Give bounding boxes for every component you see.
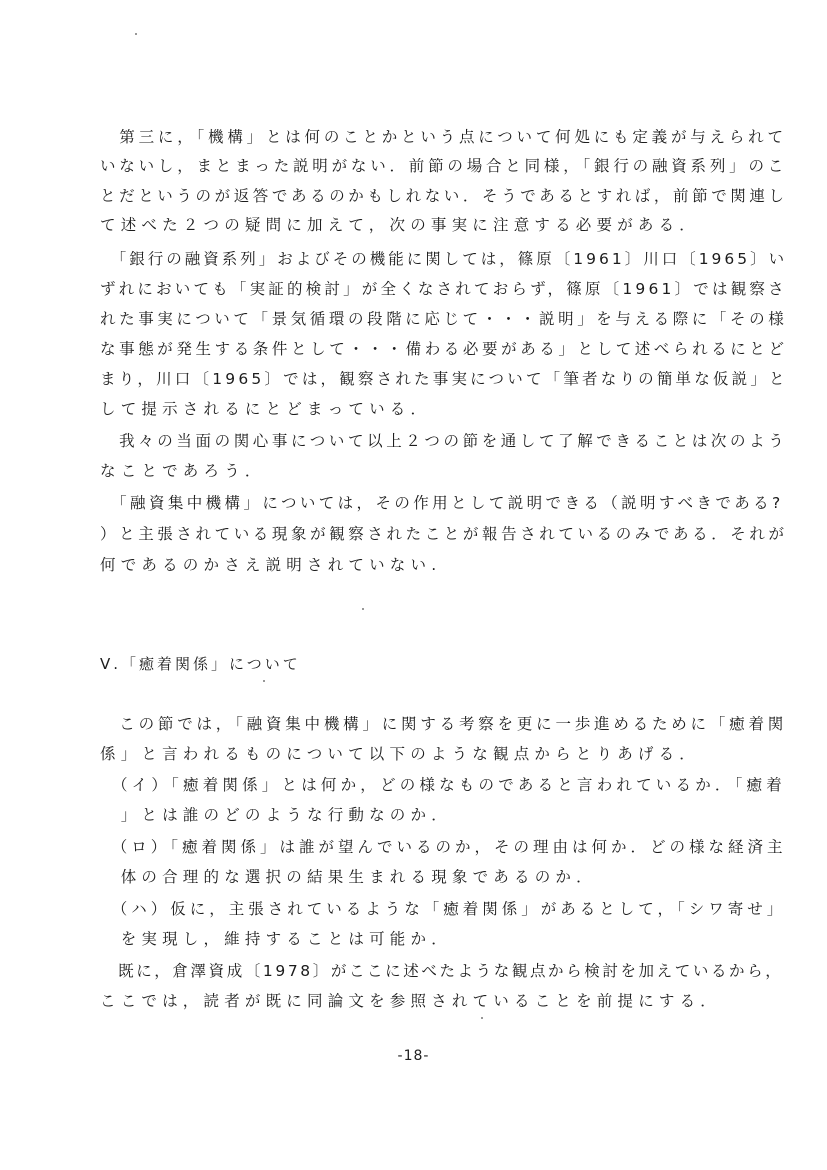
text-line: 係」と言われるものについて以下のような観点からとりあげる．	[100, 745, 700, 763]
text-line: なことであろう．	[100, 462, 266, 480]
scan-speck	[263, 680, 265, 682]
text-line: 「銀行の融資系列」およびその機能に関しては，篠原〔1961〕川口〔1965〕い	[100, 250, 788, 268]
text-line: とだというのが返答であるのかもしれない．そうであるとすれば，前節で関連し	[100, 187, 788, 205]
text-line: して提示されるにとどまっている．	[100, 400, 432, 418]
text-line: 第三に，「機構」とは何のことかという点について何処にも定義が与えられて	[100, 128, 787, 146]
text-line: 既に，倉澤資成〔1978〕がここに述べたような観点から検討を加えているから，	[100, 962, 784, 980]
text-line: ずれにおいても「実証的検討」が全くなされておらず，篠原〔1961〕では観察さ	[100, 280, 787, 298]
text-line: ）と主張されている現象が観察されたことが報告されているのみである．それが	[100, 525, 788, 543]
text-line: （ロ）「癒着関係」は誰が望んでいるのか，その理由は何か．どの様な経済主	[100, 838, 787, 856]
text-line: を実現し，維持することは可能か．	[100, 930, 452, 948]
text-line: この節では，「融資集中機構」に関する考察を更に一歩進めるために「癒着関	[100, 715, 788, 733]
text-line: 何であるのかさえ説明されていない.	[100, 556, 442, 574]
text-line: な事態が発生する条件として・・・備わる必要がある」として述べられるにとど	[100, 340, 788, 358]
text-line: 我々の当面の関心事について以上２つの節を通して了解できることは次のよう	[100, 432, 788, 450]
scan-speck	[362, 608, 364, 610]
text-line: て述べた２つの疑問に加えて，次の事実に注意する必要がある．	[100, 216, 700, 234]
text-line: まり，川口〔1965〕では，観察された事実について「筆者なりの簡単な仮説」と	[100, 370, 788, 388]
text-line: （ハ）仮に，主張されているような「癒着関係」があるとして，「シワ寄せ」	[100, 900, 787, 918]
scan-speck	[135, 33, 137, 35]
scan-speck	[481, 1017, 483, 1019]
text-line: いないし，まとまった説明がない．前節の場合と同様，「銀行の融資系列」のこ	[100, 157, 788, 175]
text-line: ここでは，読者が既に同論文を参照されていることを前提にする．	[100, 992, 722, 1010]
text-line: 」とは誰のどのような行動なのか．	[100, 806, 452, 824]
text-line: 体の合理的な選択の結果生まれる現象であるのか．	[100, 868, 597, 886]
section-heading: Ⅴ.「癒着関係」について	[100, 655, 301, 673]
text-line: 「融資集中機構」については，その作用として説明できる（説明すべきである?	[100, 494, 784, 512]
page-number: -18-	[397, 1048, 430, 1064]
text-line: れた事実について「景気循環の段階に応じて・・・説明」を与える際に「その様	[100, 310, 788, 328]
text-line: （イ）「癒着関係」とは何か，どの様なものであると言われているか．「癒着	[100, 776, 786, 794]
